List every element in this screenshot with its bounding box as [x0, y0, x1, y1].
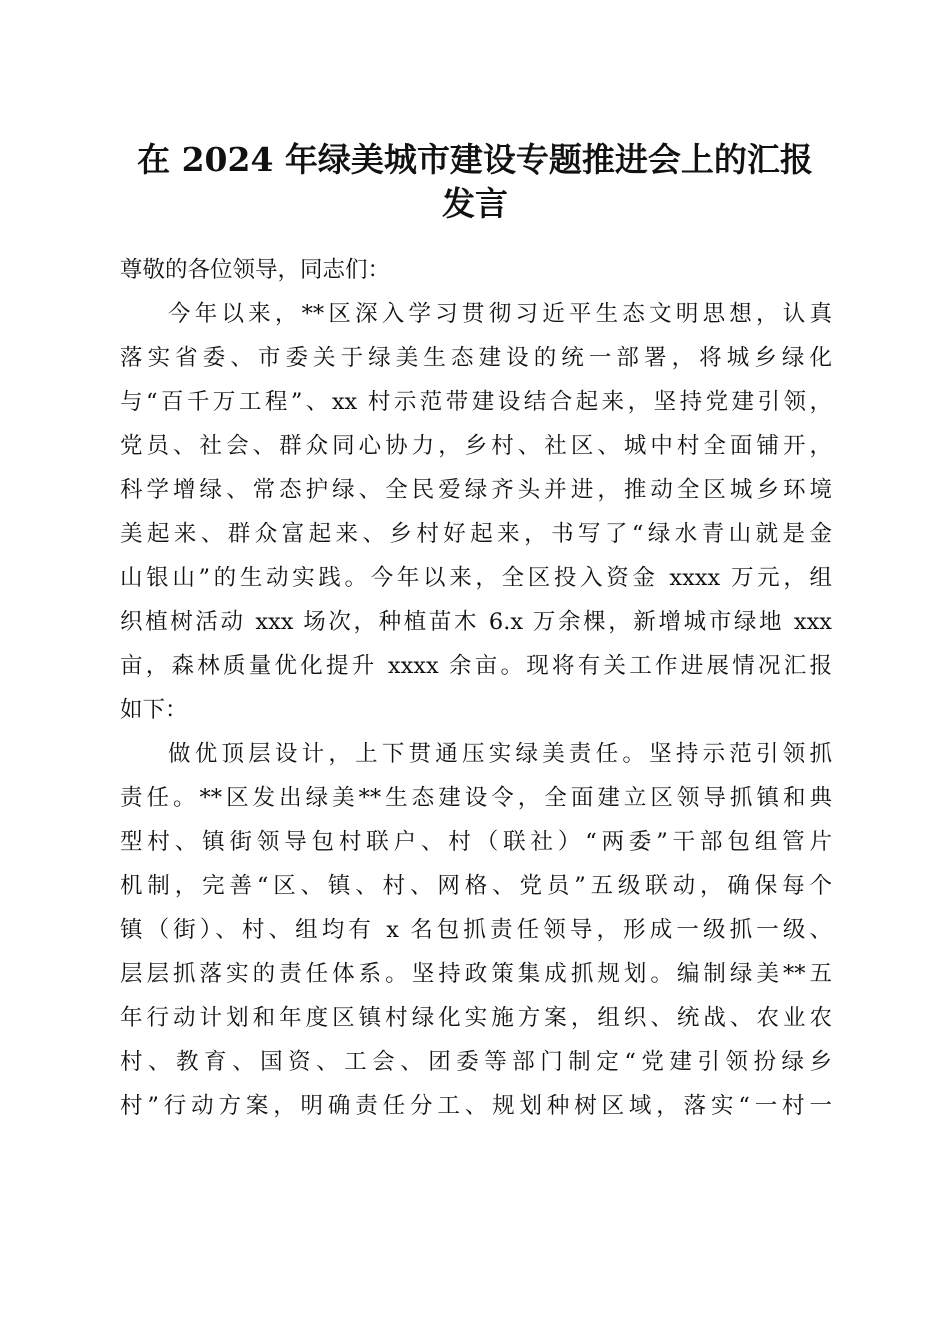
paragraph-2: [120, 732, 832, 1128]
salutation: 尊敬的各位领导，同志们：: [120, 257, 391, 283]
paragraph-line: 山银山”的生动实践。今年以来，全区投入资金 xxxx 万元，组: [120, 565, 832, 591]
document-body: [120, 248, 832, 1128]
document-title: [100, 138, 850, 226]
paragraph-line: 责任。**区发出绿美**生态建设令，全面建立区领导抓镇和典: [120, 785, 832, 811]
paragraph-line: 型村、镇街领导包村联户、村（联社）“两委”干部包组管片: [120, 829, 832, 855]
paragraph-line: 村、教育、国资、工会、团委等部门制定“党建引领扮绿乡: [120, 1049, 832, 1075]
paragraph-line: 亩，森林质量优化提升 xxxx 余亩。现将有关工作进展情况汇报: [120, 653, 832, 679]
paragraph-line: 做优顶层设计，上下贯通压实绿美责任。坚持示范引领抓: [168, 741, 832, 767]
paragraph-line: 美起来、群众富起来、乡村好起来，书写了“绿水青山就是金: [120, 521, 832, 547]
paragraph-line: 科学增绿、常态护绿、全民爱绿齐头并进，推动全区城乡环境: [120, 477, 832, 503]
paragraph-line: 织植树活动 xxx 场次，种植苗木 6.x 万余棵，新增城市绿地 xxx: [120, 609, 832, 635]
paragraph-1: [120, 292, 832, 732]
paragraph-line: 村”行动方案，明确责任分工、规划种树区域，落实“一村一: [120, 1093, 832, 1119]
paragraph-line: 镇（街）、村、组均有 x 名包抓责任领导，形成一级抓一级、: [120, 917, 832, 943]
paragraph-line: 落实省委、市委关于绿美生态建设的统一部署，将城乡绿化: [120, 345, 832, 371]
paragraph-line: 年行动计划和年度区镇村绿化实施方案，组织、统战、农业农: [120, 1005, 832, 1031]
paragraph-line: 层层抓落实的责任体系。坚持政策集成抓规划。编制绿美**五: [120, 961, 832, 987]
paragraph-line: 今年以来，**区深入学习贯彻习近平生态文明思想，认真: [168, 301, 832, 327]
paragraph-line: 与“百千万工程”、xx 村示范带建设结合起来，坚持党建引领，: [120, 389, 832, 415]
paragraph-line: 如下：: [120, 697, 188, 723]
paragraph-line: 机制，完善“区、镇、村、网格、党员”五级联动，确保每个: [120, 873, 832, 899]
title-line-2: 发言: [442, 184, 508, 223]
paragraph-line: 党员、社会、群众同心协力，乡村、社区、城中村全面铺开，: [120, 433, 832, 459]
title-line-1: 在 2024 年绿美城市建设专题推进会上的汇报: [137, 140, 813, 179]
